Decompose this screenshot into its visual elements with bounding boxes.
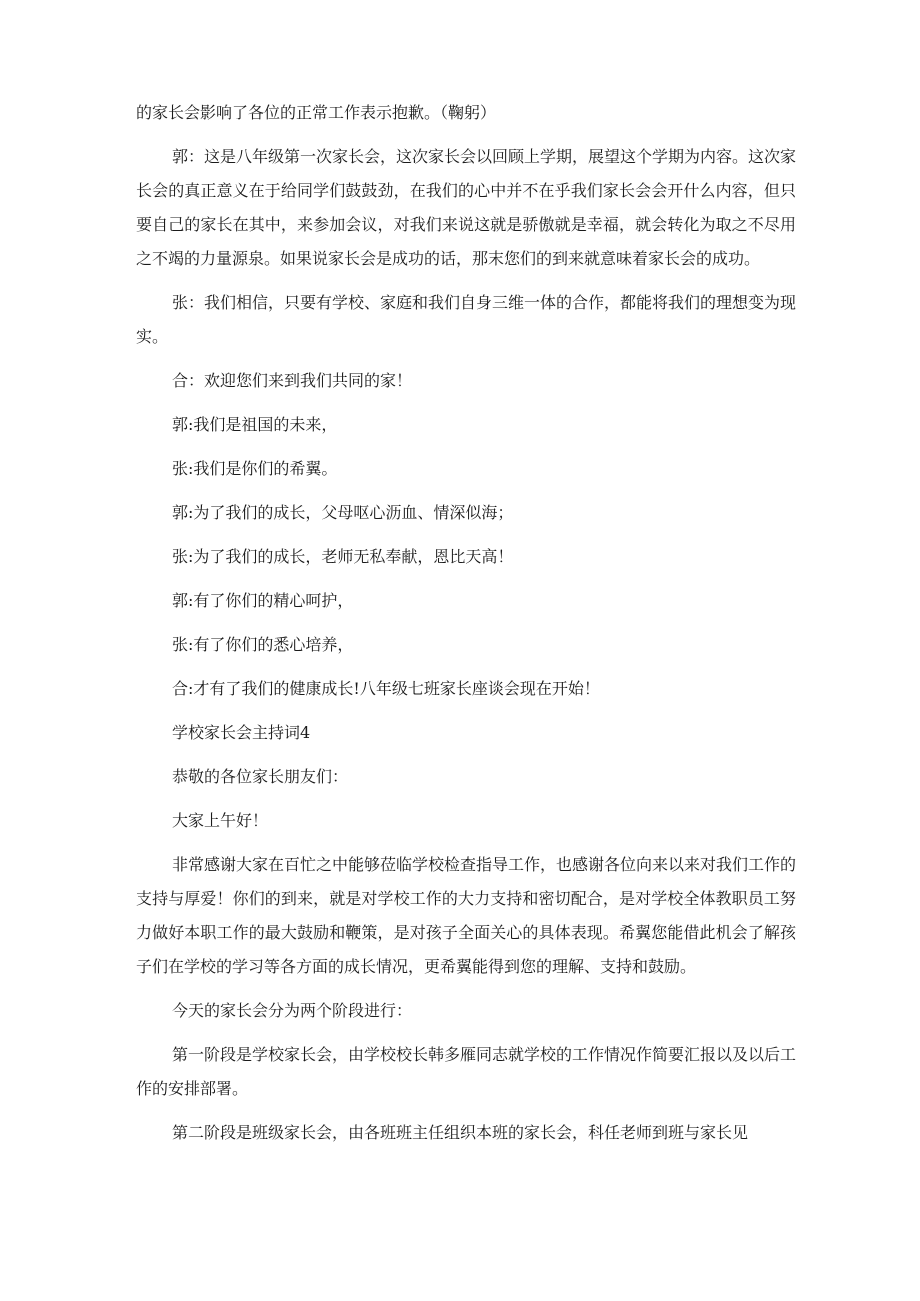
- salutation: 恭敬的各位家长朋友们：: [172, 767, 349, 786]
- paragraph-17: 第一阶段是学校家长会，由学校校长韩多雁同志就学校的工作情况作简要汇报以及以后工作的安排部署。: [136, 1045, 797, 1098]
- paragraph-8: 张:为了我们的成长，老师无私奉献，恩比天高！: [172, 547, 514, 566]
- paragraph-2: 郭：这是八年级第一次家长会，这次家长会以回顾上学期，展望这个学期为内容。这次家长会的真正意义在于给同学们鼓鼓劲，在我们的心中并不在乎我们家长会会开什么内容，但只要自己的家长在其中，来参加会议，对我们来说这就是骄傲就是幸福，就会转化为取之不尽用之不竭的力量源泉。如果说家长会是成功的话，那末您们的到来就意味着家长会的成功。: [136, 147, 797, 268]
- paragraph-11: 合:才有了我们的健康成长!八年级七班家长座谈会现在开始！: [172, 679, 600, 698]
- greeting: 大家上午好！: [172, 811, 269, 830]
- paragraph-6: 张:我们是你们的希翼。: [172, 459, 338, 478]
- paragraph-7: 郭:为了我们的成长，父母呕心沥血、情深似海；: [172, 503, 514, 522]
- paragraph-5: 郭:我们是祖国的未来，: [172, 415, 338, 434]
- paragraph-4: 合：欢迎您们来到我们共同的家！: [172, 371, 413, 390]
- section-heading: 学校家长会主持词4: [172, 723, 311, 742]
- document-body: [136, 96, 796, 1160]
- paragraph-15: 非常感谢大家在百忙之中能够莅临学校检查指导工作，也感谢各位向来以来对我们工作的支持与厚爱！你们的到来，就是对学校工作的大力支持和密切配合，是对学校全体教职员工努力做好本职工作的最大鼓励和鞭策，是对孩子全面关心的具体表现。希翼您能借此机会了解孩子们在学校的学习等各方面的成长情况，更希翼能得到您的理解、支持和鼓励。: [136, 855, 797, 976]
- paragraph-18: 第二阶段是班级家长会，由各班班主任组织本班的家长会，科任老师到班与家长见: [172, 1123, 749, 1142]
- paragraph-3: 张：我们相信，只要有学校、家庭和我们自身三维一体的合作，都能将我们的理想变为现实。: [136, 293, 797, 346]
- paragraph-16: 今天的家长会分为两个阶段进行：: [172, 1001, 413, 1020]
- paragraph-9: 郭:有了你们的精心呵护，: [172, 591, 354, 610]
- paragraph-1: 的家长会影响了各位的正常工作表示抱歉。（鞠躬）: [136, 103, 497, 122]
- paragraph-10: 张:有了你们的悉心培养，: [172, 635, 354, 654]
